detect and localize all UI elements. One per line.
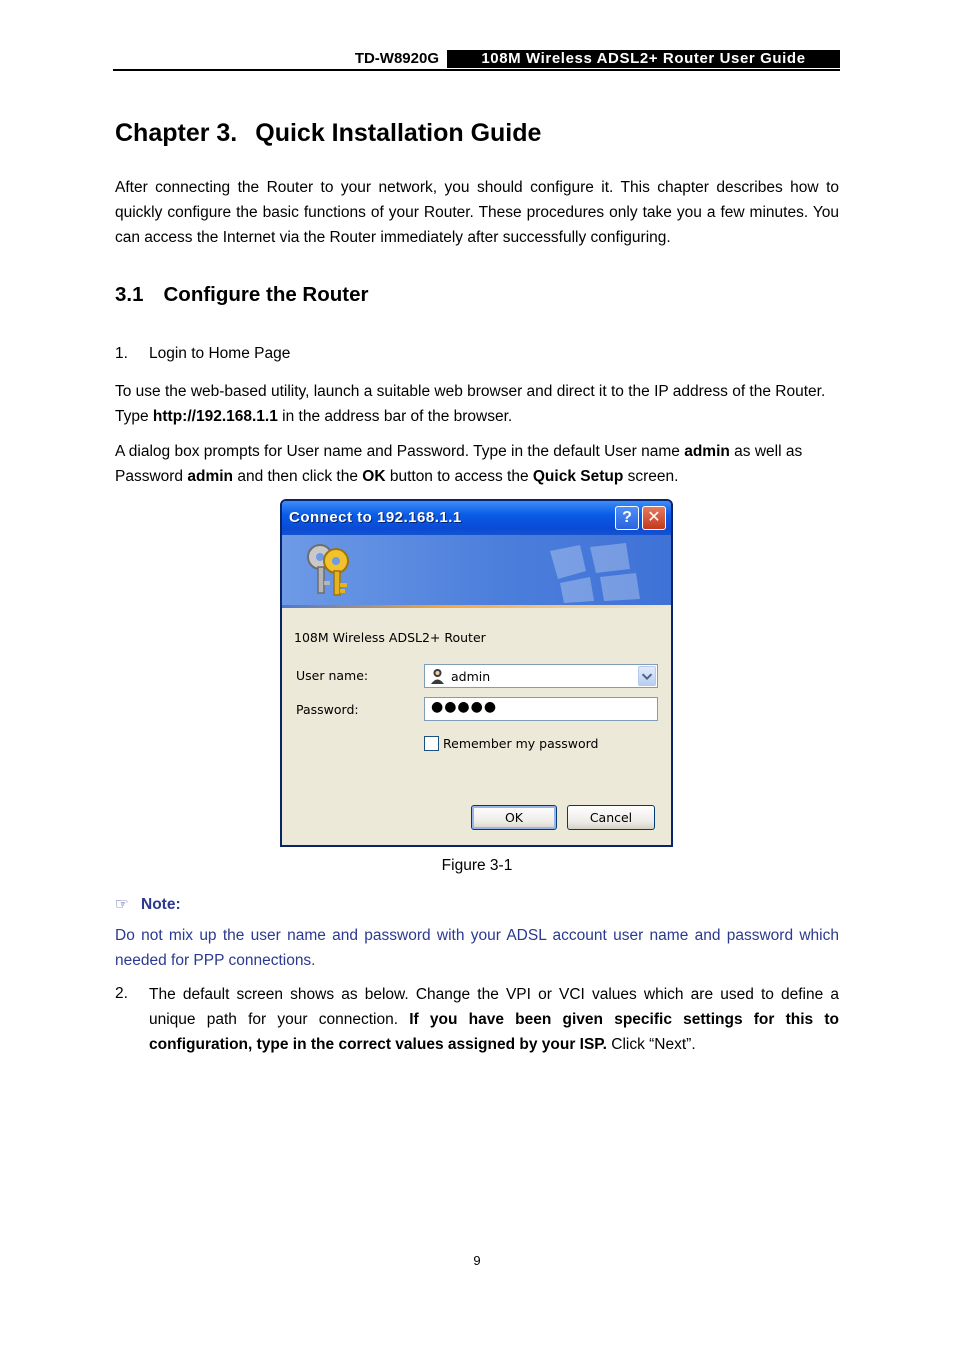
chevron-down-icon — [639, 667, 655, 685]
banner-divider — [282, 605, 671, 608]
chapter-title: Quick Installation Guide — [255, 119, 542, 147]
close-button[interactable]: ✕ — [642, 506, 666, 530]
ok-button[interactable]: OK — [471, 805, 557, 830]
step1-title: Login to Home Page — [149, 345, 291, 362]
step1-number: 1. — [115, 345, 128, 362]
header-model: TD-W8920G — [354, 50, 439, 67]
dialog-title: Connect to 192.168.1.1 — [289, 509, 462, 526]
section-number: 3.1 — [115, 283, 144, 306]
help-button[interactable]: ? — [615, 506, 639, 530]
remember-password-checkbox[interactable] — [424, 736, 439, 751]
login-dialog — [280, 499, 673, 847]
watermark-icon — [540, 541, 660, 603]
step1-paragraph-1: To use the web-based utility, launch a suitable web browser and direct it to the IP address of the Router. Type http://192.168.1.1 in the address bar of the browser. — [115, 383, 826, 425]
remember-password-label[interactable]: Remember my password — [443, 736, 599, 751]
username-label: User name: — [296, 668, 369, 683]
chapter-heading — [115, 119, 541, 148]
note-label: Note: — [141, 896, 181, 913]
section-title: Configure the Router — [163, 283, 369, 306]
chapter-intro: After connecting the Router to your network, you should configure it. This chapter describes how to quickly configure the basic functions of your Router. These procedures only take you a few minutes. You can access the Internet via the Router immediately after successfully configuring. — [115, 179, 839, 246]
user-icon — [430, 668, 445, 684]
running-header — [113, 49, 840, 71]
note-heading — [115, 895, 181, 914]
chapter-number: Chapter 3. — [115, 119, 238, 147]
note-body: Do not mix up the user name and password with your ADSL account user name and password which needed for PPP connections. — [115, 927, 839, 969]
step2-number: 2. — [115, 985, 128, 1002]
step2-text: The default screen shows as below. Change the VPI or VCI values which are used to define a unique path for your connection. If you have been given specific settings for this to configuration, type in the correct values assigned by your ISP. Click “Next”. — [149, 986, 839, 1053]
router-url: http://192.168.1.1 — [152, 408, 278, 425]
keys-icon — [302, 539, 362, 597]
username-dropdown-button[interactable] — [638, 666, 656, 686]
cancel-button[interactable]: Cancel — [567, 805, 655, 830]
dialog-realm: 108M Wireless ADSL2+ Router — [294, 630, 486, 645]
password-label: Password: — [296, 702, 359, 717]
section-heading — [115, 283, 369, 307]
password-value: ●●●●● — [431, 699, 498, 715]
username-combobox[interactable] — [424, 664, 658, 688]
page-number: 9 — [473, 1253, 481, 1268]
figure-caption: Figure 3-1 — [441, 857, 513, 874]
step1-paragraph-2: A dialog box prompts for User name and Password. Type in the default User name admin as well as Password admin and then click the OK button to access the Quick Setup screen. — [115, 443, 803, 485]
password-field[interactable] — [424, 697, 658, 721]
pointing-hand-icon: ☞ — [115, 896, 129, 913]
header-guide-title: 108M Wireless ADSL2+ Router User Guide — [447, 50, 840, 68]
dialog-titlebar — [282, 501, 671, 535]
username-value: admin — [451, 669, 491, 684]
